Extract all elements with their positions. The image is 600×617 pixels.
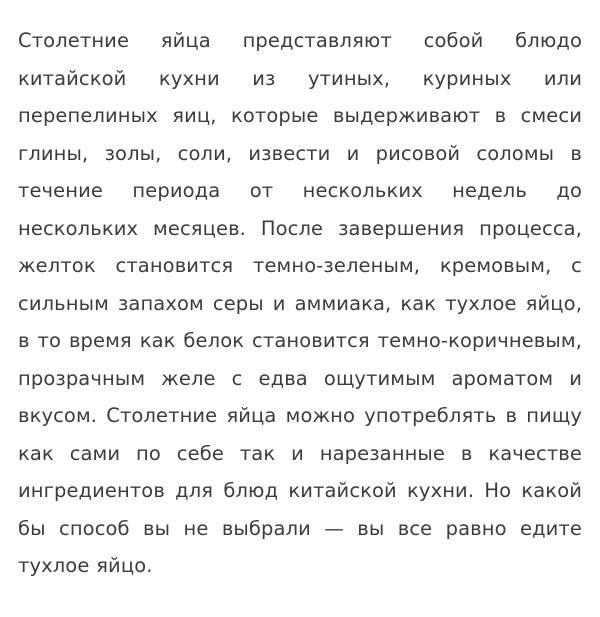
article-paragraph: Столетние яйца представляют собой блюдо китайской кухни из утиных, куриных или перепелиных яиц, которые выдерживают в смеси глины, золы, соли, извести и рисовой соломы в течение периода от нескольких недель до нескольких месяцев. После завершения процесса, желток становится темно-зеленым, кремовым, с сильным запахом серы и аммиака, как тухлое яйцо, в то время как белок становится темно-коричневым, прозрачным желе с едва ощутимым ароматом и вкусом. Столетние яйца можно употреблять в пищу как сами по себе так и нарезанные в качестве ингредиентов для блюд китайской кухни. Но какой бы способ вы не выбрали — вы все равно едите тухлое яйцо.: [18, 29, 582, 577]
